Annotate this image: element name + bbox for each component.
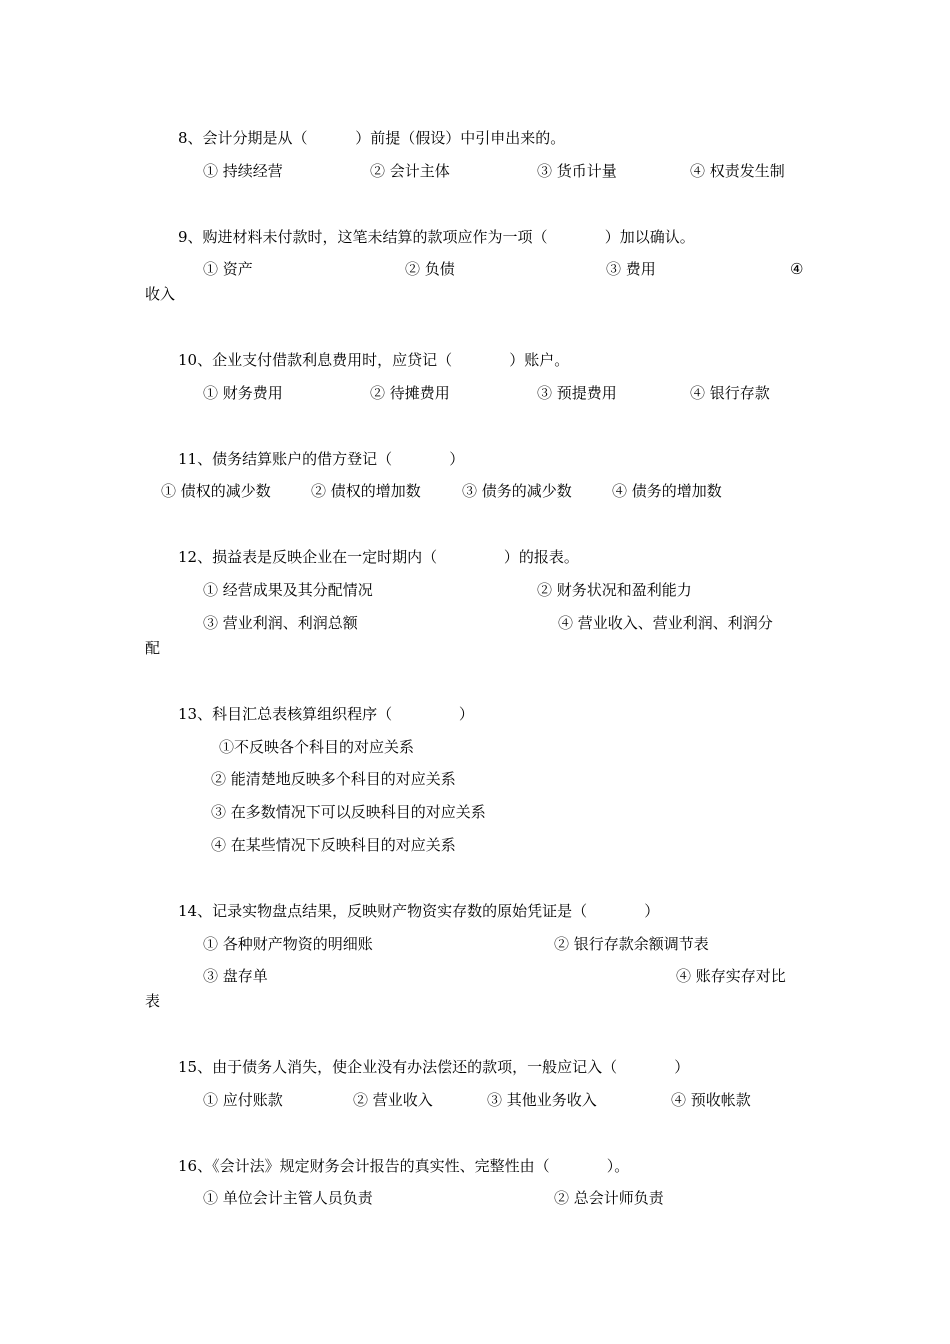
question-14-option-wrap: 表 <box>145 992 161 1010</box>
question-13-option-2: ② 能清楚地反映多个科目的对应关系 <box>211 770 456 788</box>
question-8-option-2: ② 会计主体 <box>370 162 450 180</box>
question-12-stem: 12、损益表是反映企业在一定时期内（ ）的报表。 <box>178 548 579 566</box>
question-11-stem: 11、债务结算账户的借方登记（ ） <box>178 450 465 468</box>
question-9-option-4: ④ <box>790 260 804 278</box>
question-9-option-2: ② 负债 <box>405 260 455 278</box>
question-14-stem: 14、记录实物盘点结果，反映财产物资实存数的原始凭证是（ ） <box>178 902 660 920</box>
question-11-option-2: ② 债权的增加数 <box>311 482 421 500</box>
question-16-option-2: ② 总会计师负责 <box>554 1189 664 1207</box>
question-9-option-3: ③ 费用 <box>606 260 656 278</box>
question-12-option-4: ④ 营业收入、营业利润、利润分 <box>558 614 773 632</box>
question-13-option-3: ③ 在多数情况下可以反映科目的对应关系 <box>211 803 486 821</box>
question-11-option-4: ④ 债务的增加数 <box>612 482 722 500</box>
question-16-option-1: ① 单位会计主管人员负责 <box>203 1189 373 1207</box>
question-8-stem: 8、会计分期是从（ ）前提（假设）中引申出来的。 <box>178 129 566 147</box>
question-9-option-1: ① 资产 <box>203 260 253 278</box>
question-16-stem: 16、《会计法》规定财务会计报告的真实性、完整性由（ ）。 <box>178 1157 630 1175</box>
question-14-option-2: ② 银行存款余额调节表 <box>554 935 709 953</box>
question-12-option-1: ① 经营成果及其分配情况 <box>203 581 373 599</box>
question-12-option-2: ② 财务状况和盈利能力 <box>537 581 692 599</box>
question-14-option-4: ④ 账存实存对比 <box>676 967 786 985</box>
question-15-option-4: ④ 预收帐款 <box>671 1091 751 1109</box>
question-8-option-1: ① 持续经营 <box>203 162 283 180</box>
question-13-stem: 13、科目汇总表核算组织程序（ ） <box>178 705 474 723</box>
question-15-option-2: ② 营业收入 <box>353 1091 433 1109</box>
question-10-option-4: ④ 银行存款 <box>690 384 770 402</box>
question-15-option-1: ① 应付账款 <box>203 1091 283 1109</box>
question-12-option-wrap: 配 <box>145 639 161 657</box>
question-14-option-3: ③ 盘存单 <box>203 967 268 985</box>
question-12-option-3: ③ 营业利润、利润总额 <box>203 614 358 632</box>
question-15-stem: 15、由于债务人消失，使企业没有办法偿还的款项，一般应记入（ ） <box>178 1058 690 1076</box>
question-8-option-3: ③ 货币计量 <box>537 162 617 180</box>
question-11-option-3: ③ 债务的减少数 <box>462 482 572 500</box>
question-9-option-wrap: 收入 <box>145 285 176 303</box>
question-11-option-1: ① 债权的减少数 <box>161 482 271 500</box>
question-13-option-4: ④ 在某些情况下反映科目的对应关系 <box>211 836 456 854</box>
question-10-option-1: ① 财务费用 <box>203 384 283 402</box>
question-10-option-2: ② 待摊费用 <box>370 384 450 402</box>
question-10-option-3: ③ 预提费用 <box>537 384 617 402</box>
question-13-option-1: ①不反映各个科目的对应关系 <box>219 738 415 756</box>
question-14-option-1: ① 各种财产物资的明细账 <box>203 935 373 953</box>
question-10-stem: 10、企业支付借款利息费用时，应贷记（ ）账户。 <box>178 351 570 369</box>
question-9-stem: 9、购进材料未付款时，这笔未结算的款项应作为一项（ ）加以确认。 <box>178 228 695 246</box>
question-15-option-3: ③ 其他业务收入 <box>487 1091 597 1109</box>
question-8-option-4: ④ 权责发生制 <box>690 162 785 180</box>
